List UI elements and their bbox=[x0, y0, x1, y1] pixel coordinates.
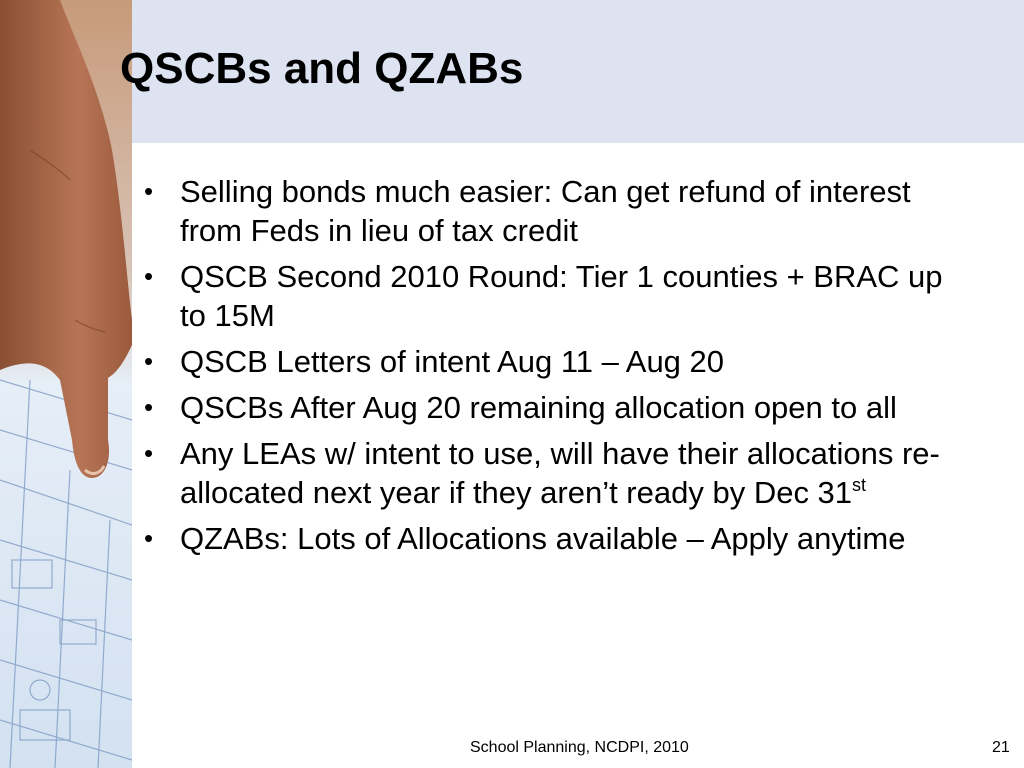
bullet-text: QZABs: Lots of Allocations available – Apply anytime bbox=[180, 521, 906, 556]
bullet-text: QSCB Letters of intent Aug 11 – Aug 20 bbox=[180, 344, 725, 379]
bullet-dot: • bbox=[144, 392, 154, 422]
bullet-dot: • bbox=[144, 346, 154, 376]
bullet-dot: • bbox=[144, 438, 154, 468]
bullet-text: Any LEAs w/ intent to use, will have their allocations re-allocated next year if they aren’t ready by Dec 31 bbox=[180, 436, 940, 510]
hand-blueprint-image bbox=[0, 0, 132, 768]
bullet-text: Selling bonds much easier: Can get refund of interest from Feds in lieu of tax credit bbox=[180, 174, 911, 248]
slide-title: QSCBs and QZABs bbox=[120, 44, 524, 93]
bullet-text: QSCBs After Aug 20 remaining allocation open to all bbox=[180, 390, 897, 425]
bullet-text: QSCB Second 2010 Round: Tier 1 counties + BRAC up to 15M bbox=[180, 259, 943, 333]
bullet-item bbox=[140, 172, 970, 250]
bullet-superscript: st bbox=[852, 475, 867, 495]
bullet-item bbox=[140, 388, 970, 427]
bullet-item bbox=[140, 257, 970, 335]
bullet-list bbox=[140, 172, 970, 565]
bullet-item bbox=[140, 519, 970, 558]
page-number: 21 bbox=[992, 739, 1010, 756]
bullet-item bbox=[140, 434, 970, 512]
bullet-dot: • bbox=[144, 261, 154, 291]
bullet-dot: • bbox=[144, 176, 154, 206]
footer-text: School Planning, NCDPI, 2010 bbox=[470, 739, 689, 756]
bullet-item bbox=[140, 342, 970, 381]
bullet-dot: • bbox=[144, 523, 154, 553]
